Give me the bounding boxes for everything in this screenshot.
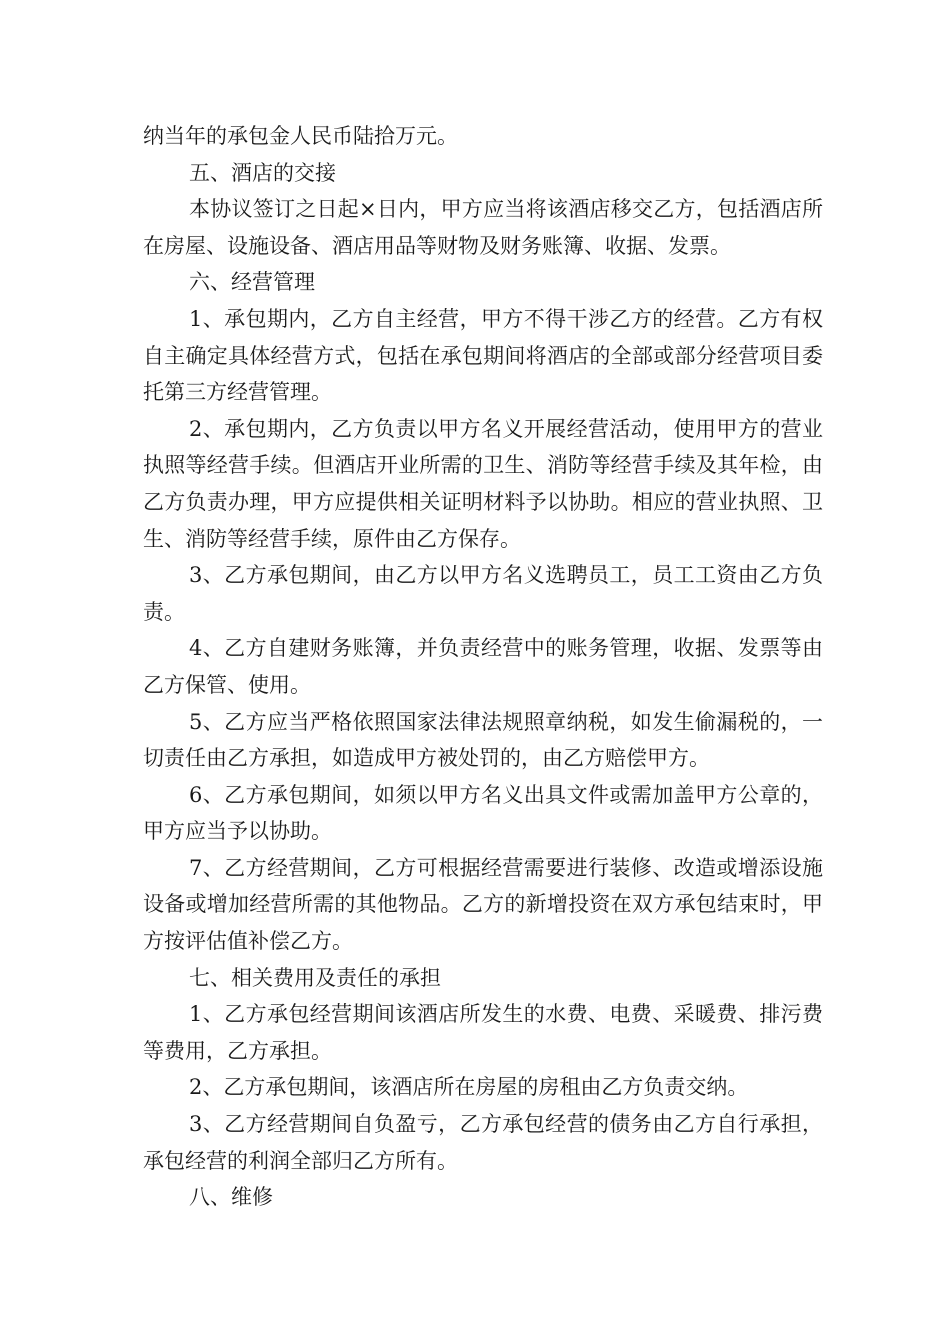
clause-management-3: 3、乙方承包期间，由乙方以甲方名义选聘员工，员工工资由乙方负责。	[143, 563, 823, 624]
document-body	[143, 118, 823, 1216]
paragraph-handover: 本协议签订之日起×日内，甲方应当将该酒店移交乙方，包括酒店所在房屋、设施设备、酒店用品等财物及财务账簿、收据、发票。	[143, 197, 823, 258]
clause-management-1: 1、承包期内，乙方自主经营，甲方不得干涉乙方的经营。乙方有权自主确定具体经营方式，包括在承包期间将酒店的全部或部分经营项目委托第三方经营管理。	[143, 306, 823, 405]
clause-management-4: 4、乙方自建财务账簿，并负责经营中的账务管理，收据、发票等由乙方保管、使用。	[143, 636, 823, 697]
clause-management-5: 5、乙方应当严格依照国家法律法规照章纳税，如发生偷漏税的，一切责任由乙方承担，如造成甲方被处罚的，由乙方赔偿甲方。	[143, 709, 823, 771]
clause-management-7: 7、乙方经营期间，乙方可根据经营需要进行装修、改造或增添设施设备或增加经营所需的其他物品。乙方的新增投资在双方承包结束时，甲方按评估值补偿乙方。	[143, 855, 823, 954]
clause-management-2: 2、承包期内，乙方负责以甲方名义开展经营活动，使用甲方的营业执照等经营手续。但酒店开业所需的卫生、消防等经营手续及其年检，由乙方负责办理，甲方应提供相关证明材料予以协助。相应的营业执照、卫生、消防等经营手续，原件由乙方保存。	[143, 416, 823, 551]
section-heading-maintenance: 八、维修	[189, 1185, 273, 1210]
section-heading-costs: 七、相关费用及责任的承担	[189, 965, 441, 990]
clause-costs-1: 1、乙方承包经营期间该酒店所发生的水费、电费、采暖费、排污费等费用，乙方承担。	[143, 1002, 823, 1063]
clause-costs-2: 2、乙方承包期间，该酒店所在房屋的房租由乙方负责交纳。	[189, 1075, 749, 1100]
section-heading-handover: 五、酒店的交接	[189, 160, 336, 185]
section-heading-management: 六、经营管理	[189, 270, 315, 295]
clause-costs-3: 3、乙方经营期间自负盈亏，乙方承包经营的债务由乙方自行承担，承包经营的利润全部归乙方所有。	[143, 1112, 823, 1173]
clause-management-6: 6、乙方承包期间，如须以甲方名义出具文件或需加盖甲方公章的，甲方应当予以协助。	[143, 782, 823, 844]
paragraph-continuation: 纳当年的承包金人民币陆拾万元。	[143, 124, 458, 148]
